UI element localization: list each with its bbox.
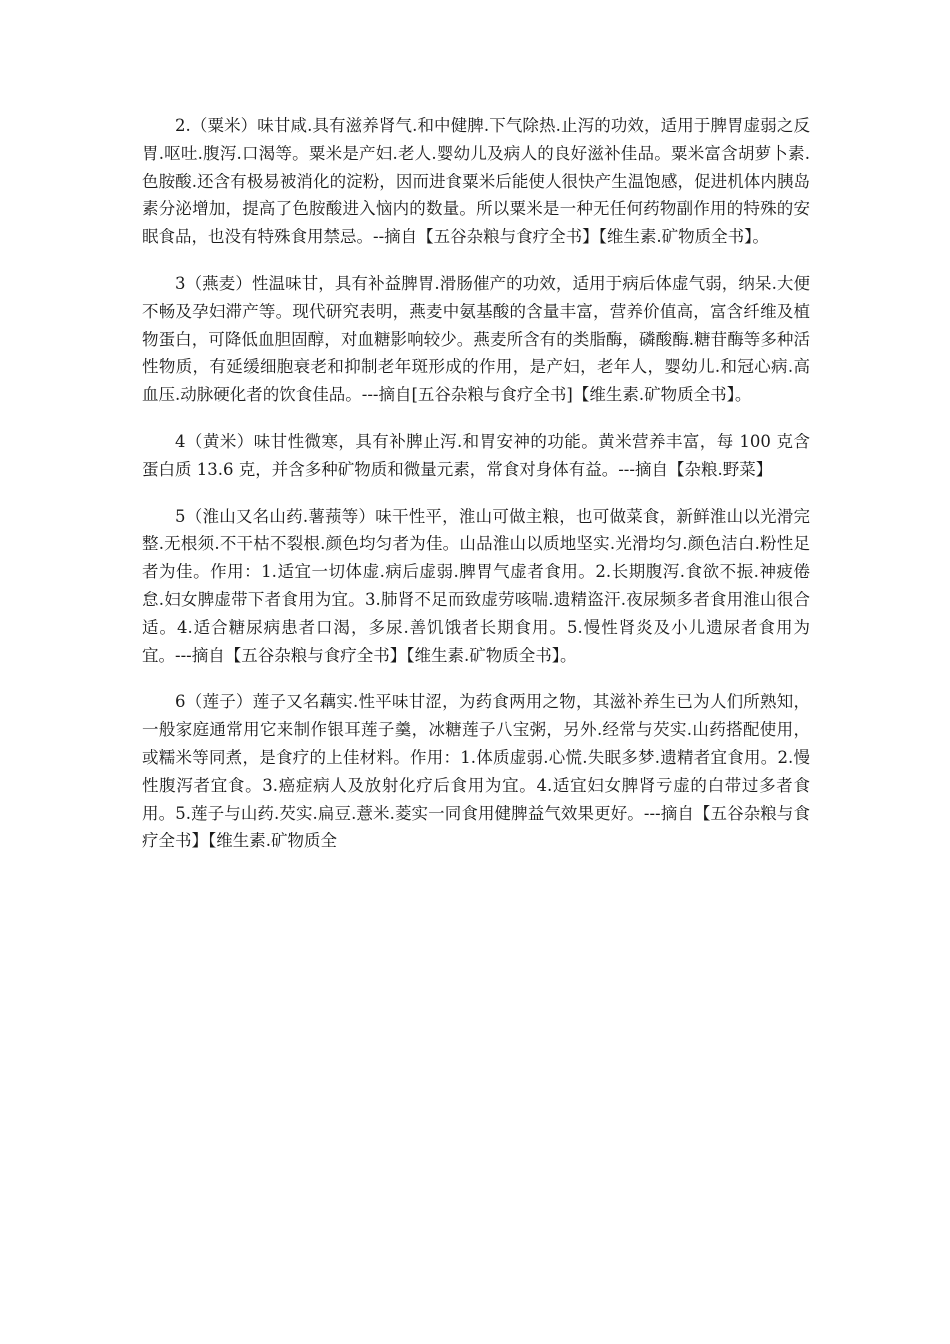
paragraph-yellow-millet: 4（黄米）味甘性微寒，具有补脾止泻.和胃安神的功能。黄米营养丰富，每 100 克含蛋白质 13.6 克，并含多种矿物质和微量元素，常食对身体有益。---摘自【杂粮.野菜】: [142, 431, 810, 479]
paragraph-chinese-yam: 5（淮山又名山药.薯蓣等）味干性平，淮山可做主粮，也可做菜食，新鲜淮山以光滑完整.无根须.不干枯不裂根.颜色均匀者为佳。山品淮山以质地坚实.光滑均匀.颜色洁白.粉性足者为佳。作用：1.适宜一切体虚.病后虚弱.脾胃气虚者食用。2.长期腹泻.食欲不振.神疲倦怠.妇女脾虚带下者食用为宜。3.肺肾不足而致虚劳咳喘.遗精盗汗.夜尿频多者食用淮山很合适。4.适合糖尿病患者口渴，多尿.善饥饿者长期食用。5.慢性肾炎及小儿遗尿者食用为宜。---摘自【五谷杂粮与食疗全书】【维生素.矿物质全书】。: [142, 506, 810, 665]
paragraph-millet: 2.（粟米）味甘咸.具有滋养肾气.和中健脾.下气除热.止泻的功效，适用于脾胃虚弱之反胃.呕吐.腹泻.口渴等。粟米是产妇.老人.婴幼儿及病人的良好滋补佳品。粟米富含胡萝卜素.色胺酸.还含有极易被消化的淀粉，因而进食粟米后能使人很快产生温饱感，促进机体内胰岛素分泌增加，提高了色胺酸进入恼内的数量。所以粟米是一种无任何药物副作用的特殊的安眠食品，也没有特殊食用禁忌。--摘自【五谷杂粮与食疗全书】【维生素.矿物质全书】。: [142, 116, 810, 247]
document-page: [142, 112, 810, 874]
paragraph-lotus-seed: 6（莲子）莲子又名藕实.性平味甘涩，为药食两用之物，其滋补养生已为人们所熟知，一般家庭通常用它来制作银耳莲子羹，冰糖莲子八宝粥，另外.经常与芡实.山药搭配使用，或糯米等同煮，是食疗的上佳材料。作用：1.体质虚弱.心慌.失眠多梦.遗精者宜食用。2.慢性腹泻者宜食。3.癌症病人及放射化疗后食用为宜。4.适宜妇女脾肾亏虚的白带过多者食用。5.莲子与山药.芡实.扁豆.薏米.菱实一同食用健脾益气效果更好。---摘自【五谷杂粮与食疗全书】【维生素.矿物质全: [142, 692, 810, 851]
paragraph-oats: 3（燕麦）性温味甘，具有补益脾胃.滑肠催产的功效，适用于病后体虚气弱，纳呆.大便不畅及孕妇滞产等。现代研究表明，燕麦中氨基酸的含量丰富，营养价值高，富含纤维及植物蛋白，可降低血胆固醇，对血糖影响较少。燕麦所含有的类脂酶，磷酸酶.糖苷酶等多种活性物质，有延缓细胞衰老和抑制老年斑形成的作用，是产妇，老年人，婴幼儿.和冠心病.高血压.动脉硬化者的饮食佳品。---摘自[五谷杂粮与食疗全书]【维生素.矿物质全书】。: [142, 273, 810, 405]
